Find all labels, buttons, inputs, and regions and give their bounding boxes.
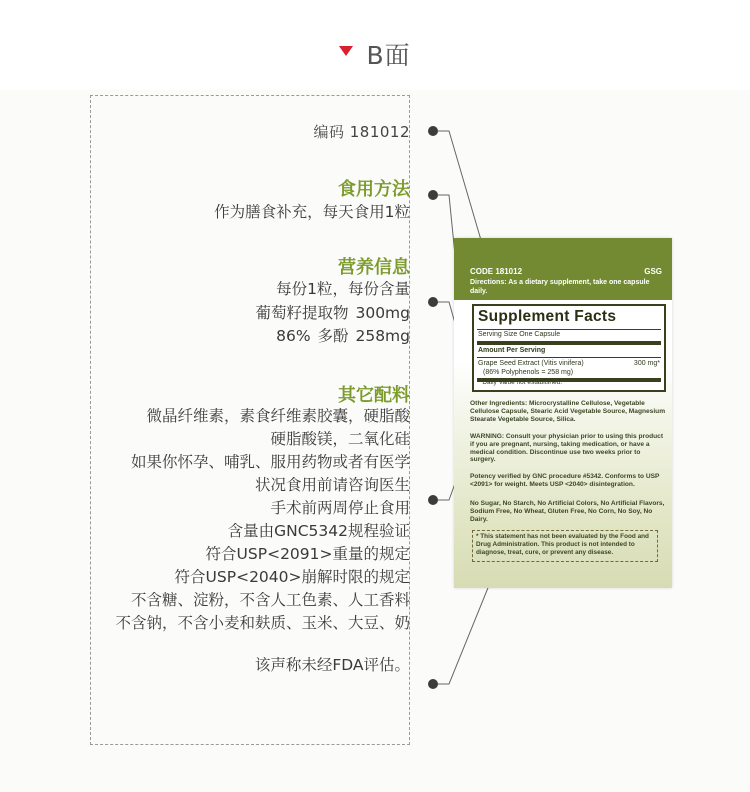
product-label: [454, 238, 672, 588]
nutrition-heading: 营养信息: [338, 257, 410, 278]
other-line: 手术前两周停止食用: [270, 499, 410, 517]
free-from-en: No Sugar, No Starch, No Artificial Colors, No Artificial Flavors, Sodium Free, No Wheat, Gluten Free, No Corn, No Soy, No Dairy.: [470, 500, 665, 523]
nutrition-line: 86% 多酚 258mg: [276, 327, 410, 345]
label-brand: GSG: [644, 267, 662, 276]
label-code: CODE 181012: [470, 267, 523, 276]
usage-heading: 食用方法: [338, 179, 410, 200]
divider: [477, 357, 661, 358]
connector-dot: [428, 126, 438, 136]
potency-en: Potency verified by GNC procedure #5342. Conforms to USP <2091> for weight. Meets USP <2040> disintegration.: [470, 473, 660, 488]
divider: [477, 341, 661, 345]
other-line: 不含糖、淀粉，不含人工色素、人工香料: [130, 591, 410, 609]
other-line: 符合USP<2040>崩解时限的规定: [174, 568, 410, 586]
other-ingredients-en: Other Ingredients: Microcrystalline Cellulose, Vegetable Cellulose Capsule, Stearic Acid Vegetable Source, Magnesium Stearate Vegetable Source, Silica.: [470, 400, 666, 423]
other-line: 微晶纤维素，素食纤维素胶囊，硬脂酸: [146, 407, 410, 425]
connector-dot: [428, 190, 438, 200]
other-line: 含量由GNC5342规程验证: [227, 522, 410, 540]
ingredient-amount: 300 mg*: [633, 360, 660, 367]
fda-statement-box: * This statement has not been evaluated by the Food and Drug Administration. This product is not intended to diagnose, treat, cure, or prevent any disease.: [472, 530, 658, 562]
label-header-band: [454, 238, 672, 300]
nutrition-line: 葡萄籽提取物 300mg: [255, 304, 410, 322]
other-line: 不含钠，不含小麦和麸质、玉米、大豆、奶: [115, 614, 410, 632]
other-line: 符合USP<2091>重量的规定: [205, 545, 410, 563]
fda-note: 该声称未经FDA评估。: [254, 656, 410, 674]
supplement-facts-title: Supplement Facts: [478, 308, 617, 325]
ingredient-subtext: (86% Polyphenols = 258 mg): [483, 369, 574, 376]
supplement-facts-panel: [472, 304, 666, 392]
label-directions: Directions: As a dietary supplement, take one capsule daily.: [470, 279, 650, 295]
other-ingredients-heading: 其它配料: [338, 385, 410, 406]
connector-dot: [428, 297, 438, 307]
serving-size: Serving Size One Capsule: [478, 331, 561, 338]
other-line: 状况食用前请咨询医生: [254, 476, 410, 494]
warning-en: WARNING: Consult your physician prior to using this product if you are pregnant, nursing, taking medication, or have a medical condition. Discontinue use two weeks prior to surgery.: [470, 433, 664, 464]
ingredient-name: Grape Seed Extract (Vitis vinifera): [478, 360, 584, 367]
usage-text: 作为膳食补充，每天食用1粒: [214, 203, 410, 221]
product-code: 编码 181012: [313, 123, 410, 141]
connector-dot: [428, 495, 438, 505]
amount-per-serving: Amount Per Serving: [478, 347, 546, 354]
page-title: B面: [366, 41, 411, 70]
divider: [477, 329, 661, 330]
daily-value-note: * Daily Value not established.: [478, 379, 563, 386]
other-line: 如果你怀孕、哺乳、服用药物或者有医学: [130, 453, 410, 471]
connector-dot: [428, 679, 438, 689]
other-line: 硬脂酸镁，二氧化硅: [270, 430, 410, 448]
nutrition-line: 每份1粒，每份含量: [276, 280, 410, 298]
